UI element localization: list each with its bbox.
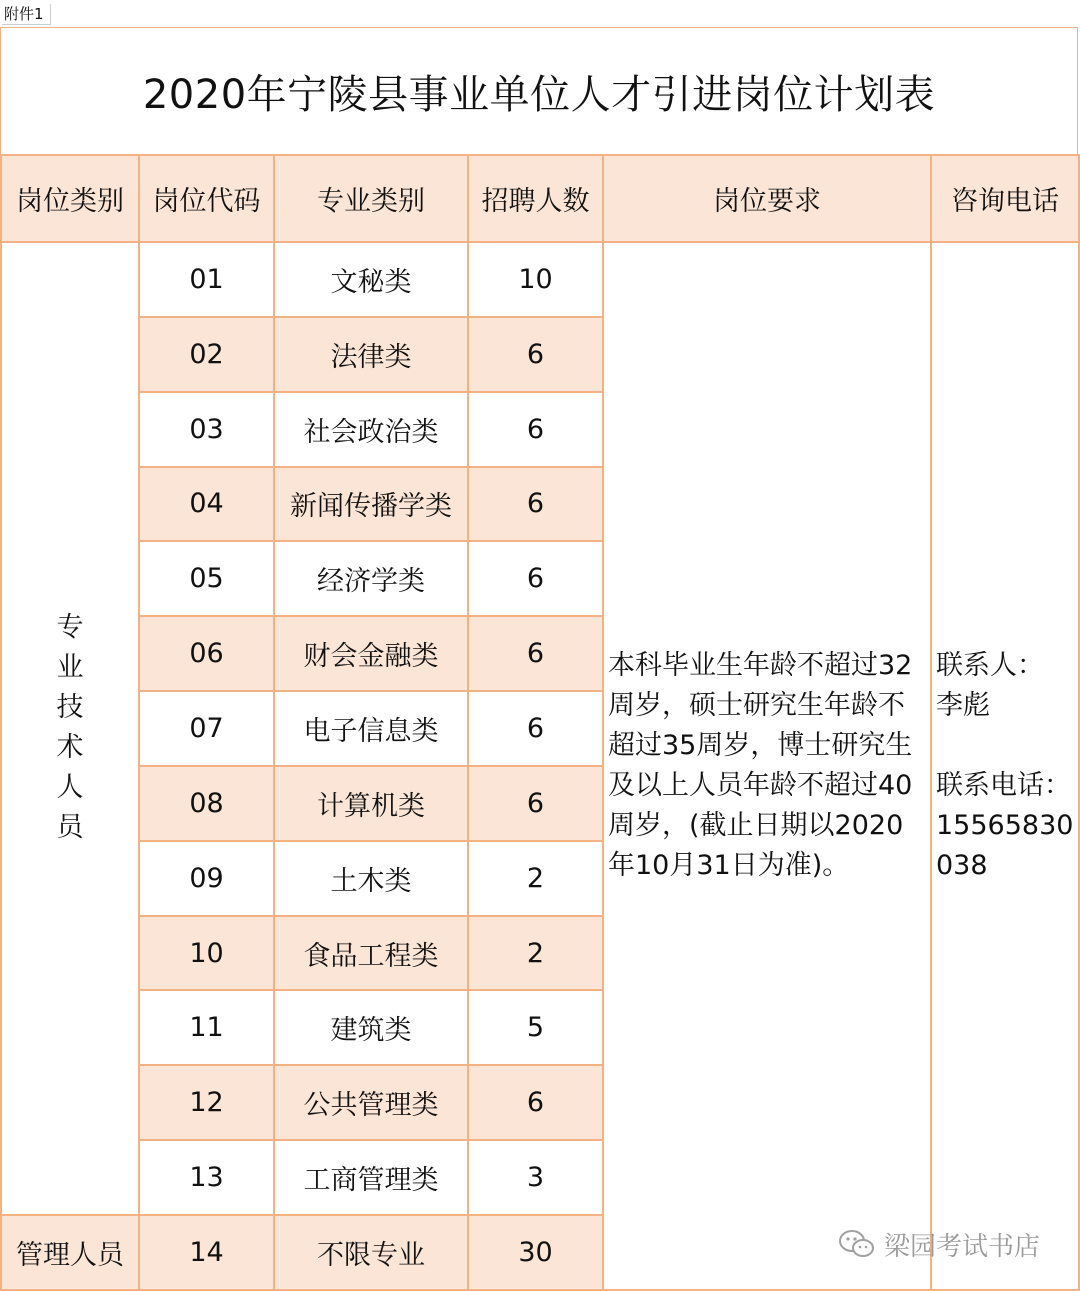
row-count: 6 [468, 317, 603, 392]
header-code: 岗位代码 [139, 155, 274, 242]
row-major: 不限专业 [274, 1215, 468, 1290]
contact-cell [931, 242, 1079, 1290]
row-code: 05 [139, 541, 274, 616]
header-major: 专业类别 [274, 155, 468, 242]
row-count: 3 [468, 1140, 603, 1215]
row-count: 5 [468, 990, 603, 1065]
row-major: 电子信息类 [274, 691, 468, 766]
row-code: 03 [139, 392, 274, 467]
row-code: 04 [139, 467, 274, 542]
contact-person: 李彪 [936, 690, 990, 721]
position-plan-table [0, 154, 1080, 1291]
watermark [838, 1226, 1040, 1262]
row-code: 14 [139, 1215, 274, 1290]
row-major: 食品工程类 [274, 916, 468, 991]
row-count: 6 [468, 392, 603, 467]
category-technical-cell [1, 242, 139, 1215]
row-major: 新闻传播学类 [274, 467, 468, 542]
row-count: 6 [468, 541, 603, 616]
row-major: 经济学类 [274, 541, 468, 616]
requirement-text: 本科毕业生年龄不超过32周岁，硕士研究生年龄不超过35周岁，博士研究生及以上人员年龄不超过40周岁，(截止日期以2020年10月31日为准)。 [608, 650, 913, 881]
row-count: 6 [468, 766, 603, 841]
row-count: 2 [468, 916, 603, 991]
header-requirement: 岗位要求 [603, 155, 931, 242]
contact-spacer [936, 726, 1074, 766]
row-code: 10 [139, 916, 274, 991]
header-row [1, 155, 1079, 242]
header-category: 岗位类别 [1, 155, 139, 242]
header-phone: 咨询电话 [931, 155, 1079, 242]
row-code: 02 [139, 317, 274, 392]
row-count: 2 [468, 841, 603, 916]
row-code: 01 [139, 242, 274, 317]
row-count: 6 [468, 691, 603, 766]
contact-person-label: 联系人： [936, 650, 1044, 681]
row-major: 财会金融类 [274, 616, 468, 691]
row-code: 06 [139, 616, 274, 691]
table-row [1, 242, 1079, 317]
page-title: 2020年宁陵县事业单位人才引进岗位计划表 [142, 71, 936, 118]
contact-phone: 15565830038 [936, 810, 1074, 881]
row-count: 6 [468, 467, 603, 542]
wechat-icon [838, 1228, 876, 1260]
row-major: 计算机类 [274, 766, 468, 841]
title-box [0, 27, 1078, 154]
contact-phone-label: 联系电话： [936, 770, 1071, 801]
row-code: 08 [139, 766, 274, 841]
category-management: 管理人员 [1, 1215, 139, 1290]
row-count: 10 [468, 242, 603, 317]
row-code: 11 [139, 990, 274, 1065]
row-count: 6 [468, 616, 603, 691]
row-major: 公共管理类 [274, 1065, 468, 1140]
row-code: 13 [139, 1140, 274, 1215]
row-count: 6 [468, 1065, 603, 1140]
row-major: 社会政治类 [274, 392, 468, 467]
row-major: 工商管理类 [274, 1140, 468, 1215]
row-code: 07 [139, 691, 274, 766]
row-major: 法律类 [274, 317, 468, 392]
row-major: 文秘类 [274, 242, 468, 317]
attachment-label: 附件1 [2, 4, 51, 25]
row-count: 30 [468, 1215, 603, 1290]
watermark-text: 梁园考试书店 [884, 1231, 1041, 1262]
category-technical: 专业技术人员 [56, 612, 84, 844]
row-major: 建筑类 [274, 990, 468, 1065]
row-code: 12 [139, 1065, 274, 1140]
requirement-cell [603, 242, 931, 1290]
header-count: 招聘人数 [468, 155, 603, 242]
row-major: 土木类 [274, 841, 468, 916]
row-code: 09 [139, 841, 274, 916]
